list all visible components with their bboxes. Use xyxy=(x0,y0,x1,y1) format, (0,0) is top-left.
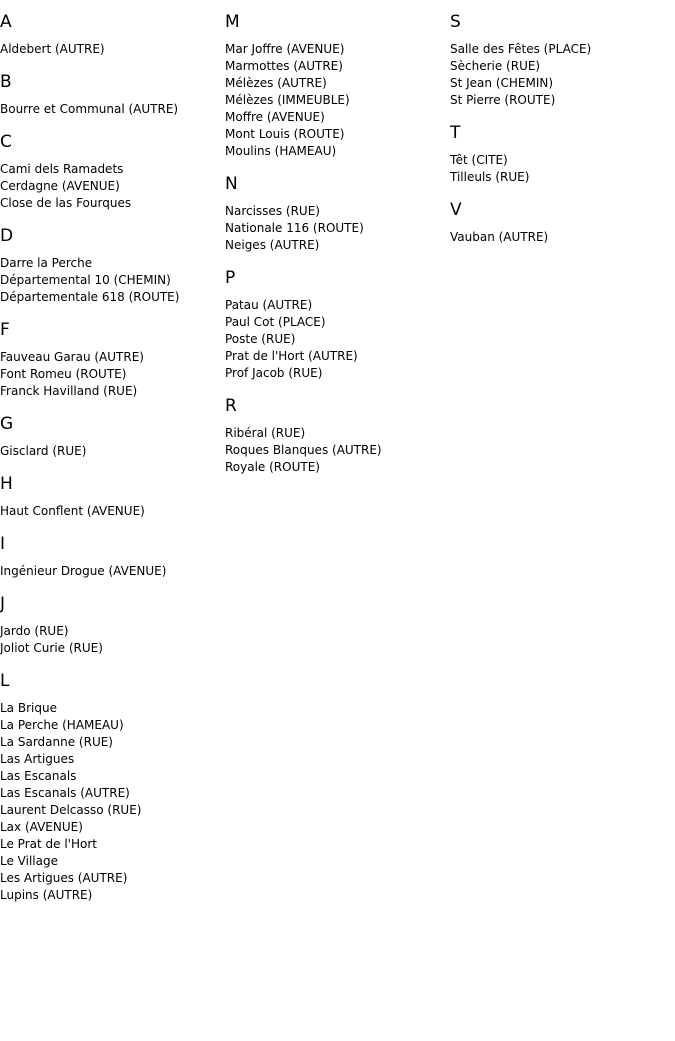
letter-heading: D xyxy=(0,226,14,246)
letter-section xyxy=(0,473,225,520)
letter-section xyxy=(450,11,675,109)
street-link[interactable]: Jardo (RUE) xyxy=(0,624,69,638)
street-link[interactable]: Mélèzes (AUTRE) xyxy=(225,76,327,90)
letter-heading: V xyxy=(450,200,462,220)
street-link[interactable]: Mélèzes (IMMEUBLE) xyxy=(225,93,350,107)
street-list xyxy=(0,101,225,118)
street-link[interactable]: Marmottes (AUTRE) xyxy=(225,59,343,73)
street-column-1 xyxy=(0,11,225,917)
street-link[interactable]: Départementale 618 (ROUTE) xyxy=(0,290,180,304)
letter-heading: S xyxy=(450,12,461,32)
letter-heading: I xyxy=(0,534,6,554)
street-link[interactable]: Têt (CITE) xyxy=(450,153,508,167)
street-link[interactable]: Fauveau Garau (AUTRE) xyxy=(0,350,144,364)
letter-heading: J xyxy=(0,594,6,614)
letter-section xyxy=(0,131,225,212)
street-link[interactable]: Las Escanals xyxy=(0,769,77,783)
street-list xyxy=(0,623,225,657)
letter-section xyxy=(450,122,675,186)
letter-section xyxy=(225,267,450,382)
street-link[interactable]: Gisclard (RUE) xyxy=(0,444,87,458)
street-link[interactable]: Les Artigues (AUTRE) xyxy=(0,871,128,885)
letter-heading: P xyxy=(225,268,236,288)
letter-section xyxy=(0,593,225,657)
street-link[interactable]: Roques Blanques (AUTRE) xyxy=(225,443,382,457)
street-link[interactable]: Ribéral (RUE) xyxy=(225,426,306,440)
street-link[interactable]: Moulins (HAMEAU) xyxy=(225,144,337,158)
street-list xyxy=(0,700,225,904)
street-link[interactable]: Lupins (AUTRE) xyxy=(0,888,93,902)
letter-heading: B xyxy=(0,72,12,92)
letter-section xyxy=(0,533,225,580)
letter-heading: T xyxy=(450,123,461,143)
letter-section xyxy=(0,413,225,460)
street-link[interactable]: St Jean (CHEMIN) xyxy=(450,76,554,90)
street-list xyxy=(0,443,225,460)
street-link[interactable]: Franck Havilland (RUE) xyxy=(0,384,138,398)
street-list xyxy=(0,563,225,580)
letter-section xyxy=(0,670,225,904)
street-list xyxy=(0,161,225,212)
street-list xyxy=(0,503,225,520)
street-link[interactable]: Prof Jacob (RUE) xyxy=(225,366,323,380)
street-list xyxy=(225,425,450,476)
street-link[interactable]: Bourre et Communal (AUTRE) xyxy=(0,102,179,116)
street-link[interactable]: Mar Joffre (AVENUE) xyxy=(225,42,345,56)
letter-heading: A xyxy=(0,12,12,32)
street-list xyxy=(225,41,450,160)
letter-heading: C xyxy=(0,132,12,152)
street-list xyxy=(450,41,675,109)
street-list xyxy=(0,255,225,306)
street-link[interactable]: Ingénieur Drogue (AVENUE) xyxy=(0,564,167,578)
street-link[interactable]: Aldebert (AUTRE) xyxy=(0,42,105,56)
street-link[interactable]: Paul Cot (PLACE) xyxy=(225,315,326,329)
letter-heading: N xyxy=(225,174,238,194)
street-link[interactable]: Las Escanals (AUTRE) xyxy=(0,786,130,800)
street-link[interactable]: Patau (AUTRE) xyxy=(225,298,313,312)
street-link[interactable]: La Perche (HAMEAU) xyxy=(0,718,124,732)
street-link[interactable]: Narcisses (RUE) xyxy=(225,204,320,218)
street-link[interactable]: Neiges (AUTRE) xyxy=(225,238,320,252)
street-list xyxy=(0,41,225,58)
street-link[interactable]: Laurent Delcasso (RUE) xyxy=(0,803,142,817)
street-link[interactable]: St Pierre (ROUTE) xyxy=(450,93,556,107)
street-link[interactable]: Poste (RUE) xyxy=(225,332,296,346)
letter-section xyxy=(225,173,450,254)
letter-section xyxy=(225,395,450,476)
street-column-3 xyxy=(450,11,675,259)
street-list xyxy=(225,297,450,382)
street-link[interactable]: Royale (ROUTE) xyxy=(225,460,320,474)
letter-section xyxy=(450,199,675,246)
street-link[interactable]: Joliot Curie (RUE) xyxy=(0,641,103,655)
street-list xyxy=(0,349,225,400)
street-link[interactable]: Haut Conflent (AVENUE) xyxy=(0,504,145,518)
letter-section xyxy=(0,71,225,118)
street-link[interactable]: Le Prat de l'Hort xyxy=(0,837,97,851)
street-link[interactable]: La Sardanne (RUE) xyxy=(0,735,113,749)
letter-section xyxy=(0,319,225,400)
street-link[interactable]: Lax (AVENUE) xyxy=(0,820,83,834)
street-link[interactable]: Font Romeu (ROUTE) xyxy=(0,367,127,381)
street-link[interactable]: Moffre (AVENUE) xyxy=(225,110,325,124)
street-list xyxy=(450,229,675,246)
street-link[interactable]: Cami dels Ramadets xyxy=(0,162,124,176)
street-list xyxy=(450,152,675,186)
street-link[interactable]: Vauban (AUTRE) xyxy=(450,230,549,244)
letter-heading: R xyxy=(225,396,237,416)
letter-heading: H xyxy=(0,474,13,494)
street-link[interactable]: Nationale 116 (ROUTE) xyxy=(225,221,364,235)
street-link[interactable]: Départemental 10 (CHEMIN) xyxy=(0,273,171,287)
street-link[interactable]: Salle des Fêtes (PLACE) xyxy=(450,42,592,56)
street-link[interactable]: Sècherie (RUE) xyxy=(450,59,541,73)
letter-section xyxy=(225,11,450,160)
street-link[interactable]: La Brique xyxy=(0,701,57,715)
street-link[interactable]: Mont Louis (ROUTE) xyxy=(225,127,345,141)
street-column-2 xyxy=(225,11,450,489)
street-list xyxy=(225,203,450,254)
street-link[interactable]: Le Village xyxy=(0,854,58,868)
street-link[interactable]: Close de las Fourques xyxy=(0,196,132,210)
letter-heading: G xyxy=(0,414,14,434)
letter-heading: M xyxy=(225,12,240,32)
letter-heading: F xyxy=(0,320,10,340)
street-link[interactable]: Tilleuls (RUE) xyxy=(450,170,530,184)
street-link[interactable]: Las Artigues xyxy=(0,752,75,766)
letter-heading: L xyxy=(0,671,10,691)
street-link[interactable]: Prat de l'Hort (AUTRE) xyxy=(225,349,358,363)
street-link[interactable]: Cerdagne (AVENUE) xyxy=(0,179,120,193)
street-link[interactable]: Darre la Perche xyxy=(0,256,93,270)
letter-section xyxy=(0,11,225,58)
letter-section xyxy=(0,225,225,306)
